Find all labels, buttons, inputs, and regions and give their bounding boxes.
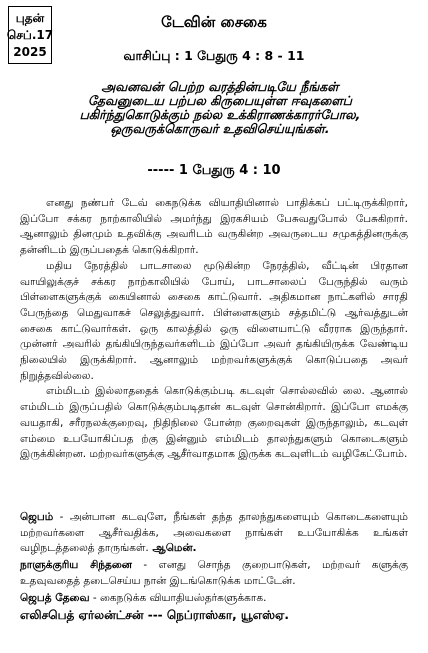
key-verse-line: தேவனுடைய பற்பல கிருபையுள்ள ஈவுகளைப்: [88, 93, 352, 108]
thought-text: - எனது சொந்த குறைபாடுகள், மற்றவர் களுக்கு உதவுவதைத் தடைசெய்ய நான் இடங்கொடுக்க மாட்டேன்.: [20, 559, 409, 587]
thought: [20, 558, 408, 589]
prayer-text: - அன்பான கடவுளே, நீங்கள் தந்த தாலந்துகளையும் கொடைகளையும் மற்றவர்களை ஆசீர்வதிக்க, அவைகளை நாங்கள் உபயோகிக்க உங்கள் வழிநடத்தலைத் தாருங்கள்.: [20, 511, 408, 555]
date-year: 2025: [13, 44, 47, 59]
key-verse-line: அவனவன் பெற்ற வரத்தின்படியே நீங்கள்: [101, 79, 339, 94]
prayer: [20, 510, 408, 557]
key-verse-line: பகிர்ந்துகொடுக்கும் நல்ல உக்கிராணக்காரர்போல,: [79, 107, 361, 122]
prayer-need: [20, 591, 408, 607]
verse-reference: ----- 1 பேதுரு 4 : 10: [147, 163, 281, 178]
author-signature: எலிசபெத் ஏர்லன்ட்சன் --- நெப்ராஸ்கா, யூஎஸ்ஏ.: [20, 608, 289, 623]
prayer-need-text: - கைநடுக்க வியாதியஸ்தர்களுக்காக.: [89, 591, 267, 604]
reading-reference: வாசிப்பு : 1 பேதுரு 4 : 8 - 11: [123, 48, 305, 63]
key-verse: [40, 80, 400, 136]
prayer-need-label: ஜெபத் தேவை: [20, 591, 90, 604]
body-paragraph: மதிய நேரத்தில் பாடசாலை மூடுகின்ற நேரத்தில், வீட்டின் பிரதான வாயிலுக்குச் சக்கர நாற்காலியில் போய், பாடசாலைப் பேருந்தில் வரும் பிள்ளைகளுக்குக் கையினால் சைகை காட்டுவார். அதிகமான நாட்களில் சாரதி பேருந்தை மெதுவாகச் செலுத்துவார். பிள்ளைகளும் சத்தமிட்டு ஆர்வத்துடன் சைகை காட்டுவார்கள். ஒரு காலத்தில் ஒரு விளையாட்டு வீரராக இருந்தார். முன்னர் அவரில் தங்கியிருந்தவர்களிடம் இப்போ அவர் தங்கியிருக்க வேண்டிய நிலையில் இருக்கிறார். ஆனாலும் மற்றவர்களுக்குக் கொடுப்பதை அவர் நிறுத்தவில்லை.: [20, 259, 408, 382]
devotional-footer: [20, 510, 408, 624]
key-verse-line: ஒருவருக்கொருவர் உதவிசெய்யுங்கள்.: [110, 121, 330, 136]
date-date: செப்.17: [6, 27, 54, 42]
page-title: டேவின் சைகை: [161, 13, 267, 31]
devotional-body: [20, 196, 408, 463]
thought-label: நாளுக்குரிய சிந்தனை: [20, 559, 132, 572]
prayer-amen: ஆமென்.: [148, 542, 197, 555]
prayer-label: ஜெபம்: [20, 511, 54, 523]
date-day: புதன்: [15, 10, 45, 25]
body-paragraph: எனது நண்பர் டேவ் கைநடுக்க வியாதியினால் பாதிக்கப் பட்டிருக்கிறார், இப்போ சக்கர நாற்காலியில் அமர்ந்து இரகசியம் பேசுவதுபோல் பேசுகிறார். ஆனாலும் தினமும் உதவிக்கு அவரிடம் வருகின்ற அவருடைய சமுகத்தினருக்கு தன்னிடம் இருப்பதைக் கொடுக்கிறார்.: [20, 197, 408, 257]
body-paragraph: எம்மிடம் இல்லாததைக் கொடுக்கும்படி கடவுள் சொல்லவில் லை. ஆனால் எம்மிடம் இருப்பதில் கொடுக்கும்படிதான் கடவுள் சொன்கிறார். இப்போ எமக்கு வயதாகி, சரீரநலக்குறைவு, நிதிநிலை போன்ற குறைவுகள் இருந்தாலும், கடவுள் எம்மை உபயோகிப்பத ற்கு இன்னும் எம்மிடம் தாலந்துகளும் கொடைகளும் இருக்கின்றன. மற்றவர்களுக்கு ஆசீர்வாதமாக இருக்க கடவுளிடம் வழிகேட்போம்.: [20, 385, 408, 461]
